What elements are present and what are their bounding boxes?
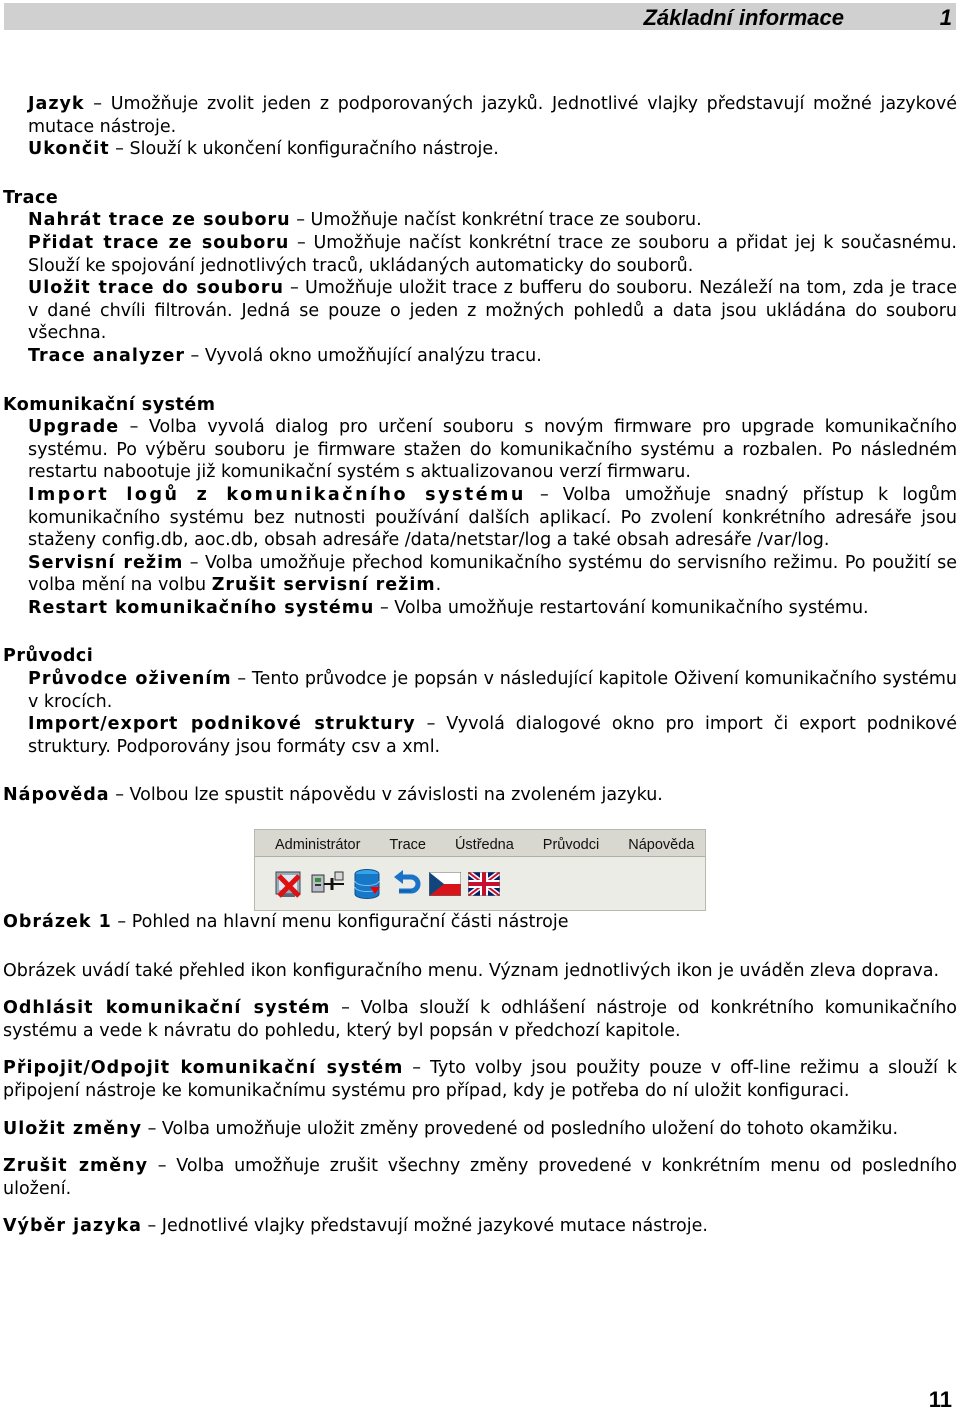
paragraph-icon-5 bbox=[3, 1215, 957, 1238]
text: – Umožňuje načíst konkrétní trace ze souboru. bbox=[290, 210, 702, 231]
chapter-title: Základní informace bbox=[643, 5, 844, 30]
term: Import/export podnikové struktury bbox=[28, 714, 416, 735]
toolbar bbox=[271, 866, 501, 902]
paragraph-pruv-2 bbox=[3, 713, 957, 758]
text: – Umožňuje uložit trace z bufferu do souboru. Nezáleží na tom, zda je trace v dané chvíli filtrován. Jedná se pouze o jeden z možných pohledů a data jsou ukládána do souboru všechna. bbox=[28, 278, 957, 344]
caption-text: – Pohled na hlavní menu konfigurační části nástroje bbox=[111, 912, 569, 933]
term: Upgrade bbox=[28, 417, 120, 438]
caption-label: Obrázek 1 bbox=[3, 912, 112, 933]
text: – Tyto volby jsou použity pouze v off-line režimu a slouží k připojení nástroje ke komunikačnímu systému pro případ, kdy je potřeba do ní uložit konfiguraci. bbox=[3, 1058, 957, 1101]
document-body bbox=[3, 93, 957, 1238]
paragraph-icons-intro: Obrázek uvádí také přehled ikon konfiguračního menu. Význam jednotlivých ikon je uváděn zleva doprava. bbox=[3, 960, 940, 981]
menu-item-administrator[interactable]: Administrátor bbox=[275, 837, 361, 854]
section-heading-komunikacni: Komunikační systém bbox=[3, 394, 216, 415]
text: – Volba umožňuje snadný přístup k logům komunikačního systému bez nutnosti používání dalších aplikací. Po zvolení konkrétního adresáře jsou staženy config.db, aoc.db, obsah adresáře /data/netstar/log a také obsah adresáře /var/log. bbox=[28, 484, 958, 551]
paragraph-icon-1 bbox=[3, 997, 957, 1042]
paragraph-icon-2 bbox=[3, 1057, 957, 1102]
term: Restart komunikačního systému bbox=[28, 597, 375, 618]
paragraph-trace-2 bbox=[3, 232, 957, 277]
text: – Volba umožňuje uložit změny provedené od posledního uložení do tohoto okamžiku. bbox=[142, 1118, 899, 1139]
term: Odhlásit komunikační systém bbox=[3, 998, 331, 1019]
paragraph-napoveda bbox=[3, 784, 957, 807]
text: – Volba umožňuje zrušit všechny změny provedené v konkrétním menu od posledního uložení. bbox=[3, 1156, 957, 1199]
paragraph-kom-4 bbox=[3, 597, 957, 620]
term: Uložit změny bbox=[3, 1118, 143, 1139]
paragraph-ukoncit bbox=[3, 138, 957, 161]
text: – Vyvolá okno umožňující analýzu tracu. bbox=[184, 345, 542, 366]
paragraph-kom-2 bbox=[3, 484, 957, 552]
term: Zrušit servisní režim bbox=[211, 575, 436, 596]
paragraph-jazyk bbox=[3, 93, 957, 138]
section-heading-trace: Trace bbox=[3, 187, 59, 208]
term: Výběr jazyka bbox=[3, 1216, 142, 1237]
term: Trace analyzer bbox=[28, 345, 185, 366]
text-jazyk: – Umožňuje zvolit jeden z podporovaných jazyků. Jednotlivé vlajky představují možné jazykové mutace nástroje. bbox=[28, 94, 957, 137]
menu-item-ustredna[interactable]: Ústředna bbox=[454, 837, 514, 854]
figure-caption bbox=[3, 911, 957, 934]
paragraph-kom-1 bbox=[3, 416, 957, 484]
term: Import logů z komunikačního systému bbox=[28, 484, 526, 505]
page-number: 11 bbox=[928, 1387, 952, 1412]
text: – Volba umožňuje restartování komunikačního systému. bbox=[374, 597, 869, 618]
term: Připojit/Odpojit komunikační systém bbox=[3, 1058, 404, 1079]
section-heading-pruvodci: Průvodci bbox=[3, 646, 94, 667]
text: . bbox=[435, 575, 442, 596]
czech-flag-icon[interactable] bbox=[427, 866, 462, 902]
paragraph-trace-4 bbox=[3, 345, 957, 368]
paragraph-icon-4 bbox=[3, 1155, 957, 1200]
paragraph-icon-3 bbox=[3, 1118, 957, 1141]
term-ukoncit: Ukončit bbox=[28, 139, 110, 160]
text: – Vyvolá dialogové okno pro import či export podnikové struktury. Podporovány jsou formáty csv a xml. bbox=[28, 714, 957, 757]
text: – Volba slouží k odhlášení nástroje od konkrétního komunikačního systému a vede k návratu do pohledu, který byl popsán v předchozí kapitole. bbox=[3, 998, 957, 1041]
main-menu-figure bbox=[254, 829, 706, 911]
undo-icon[interactable] bbox=[388, 866, 423, 902]
term: Nahrát trace ze souboru bbox=[28, 210, 291, 231]
text: – Umožňuje načíst konkrétní trace ze souboru a přidat jej k současnému. Slouží ke spojování jednotlivých traců, ukládaných automaticky do souborů. bbox=[28, 232, 957, 276]
term: Nápověda bbox=[3, 785, 110, 806]
chapter-header bbox=[4, 3, 956, 30]
term: Uložit trace do souboru bbox=[28, 278, 284, 299]
connect-disconnect-icon[interactable] bbox=[310, 866, 345, 902]
paragraph-pruv-1 bbox=[3, 668, 957, 713]
text-ukoncit: – Slouží k ukončení konfiguračního nástroje. bbox=[109, 139, 499, 160]
save-database-icon[interactable] bbox=[349, 866, 384, 902]
text: – Volbou lze spustit nápovědu v závislosti na zvoleném jazyku. bbox=[109, 785, 663, 806]
menu-item-trace[interactable]: Trace bbox=[389, 837, 426, 854]
term: Zrušit změny bbox=[3, 1156, 149, 1177]
menu-bar bbox=[255, 830, 705, 857]
paragraph-trace-1 bbox=[3, 209, 957, 232]
menu-item-napoveda[interactable]: Nápověda bbox=[628, 837, 695, 854]
term: Průvodce oživením bbox=[28, 669, 232, 690]
chapter-number: 1 bbox=[939, 5, 952, 30]
logout-icon[interactable] bbox=[271, 866, 306, 902]
paragraph-trace-3 bbox=[3, 277, 957, 345]
uk-flag-icon[interactable] bbox=[466, 866, 501, 902]
term: Servisní režim bbox=[28, 552, 184, 573]
menu-item-pruvodci[interactable]: Průvodci bbox=[542, 837, 600, 854]
text: – Tento průvodce je popsán v následující kapitole Oživení komunikačního systému v krocích. bbox=[28, 669, 957, 712]
term-jazyk: Jazyk bbox=[28, 94, 85, 114]
text: – Volba umožňuje přechod komunikačního systému do servisního režimu. Po použití se volba mění na volbu bbox=[28, 552, 957, 596]
text: – Volba vyvolá dialog pro určení souboru s novým firmware pro upgrade komunikačního systému. Po výběru souboru je firmware stažen do komunikačního systému a rozbalen. Po následném restartu nabootuje již komunikační systém s aktualizovanou verzí firmwaru. bbox=[28, 417, 957, 483]
text: – Jednotlivé vlajky představují možné jazykové mutace nástroje. bbox=[141, 1216, 708, 1237]
paragraph-kom-3 bbox=[3, 552, 957, 597]
term: Přidat trace ze souboru bbox=[28, 232, 290, 253]
